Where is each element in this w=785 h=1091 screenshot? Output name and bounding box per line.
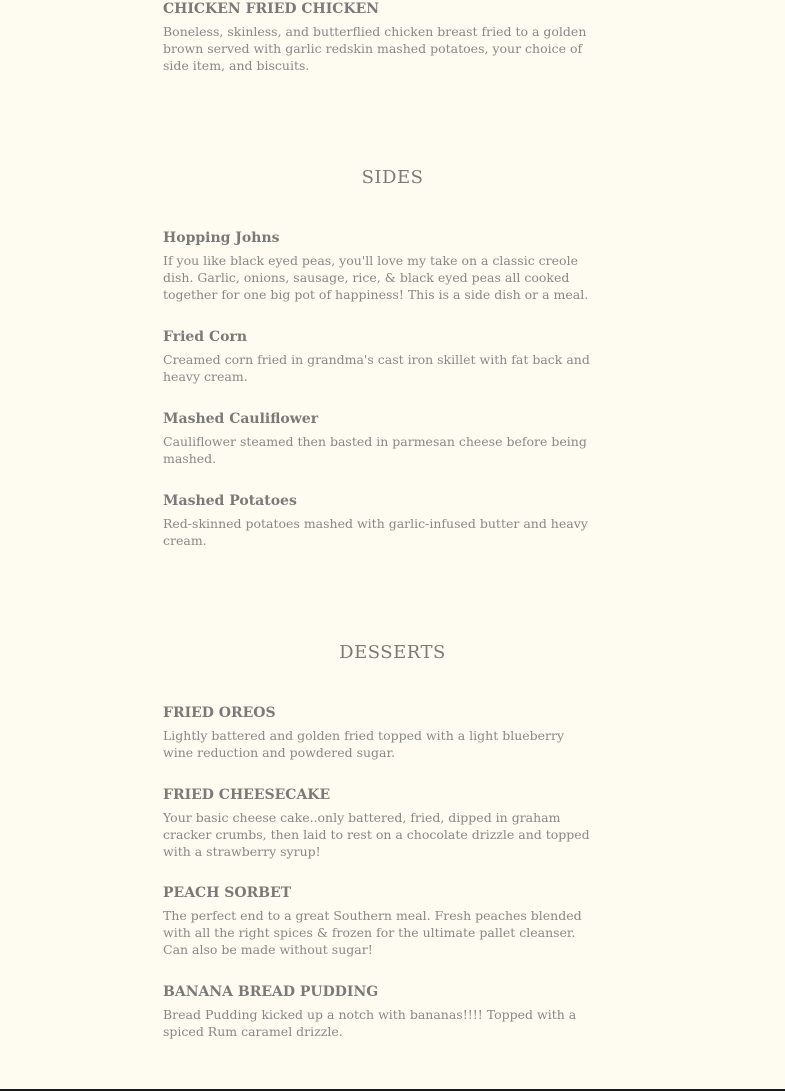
menu-item-hopping-johns <box>163 229 593 303</box>
menu-item-peach-sorbet <box>163 884 593 958</box>
menu-item-name: Mashed Potatoes <box>163 493 297 509</box>
menu-item-name: CHICKEN FRIED CHICKEN <box>163 1 380 17</box>
menu-item-description: Boneless, skinless, and butterflied chicken breast fried to a golden brown served with garlic redskin mashed potatoes, your choice of side item, and biscuits. <box>163 24 587 73</box>
menu-item-description: The perfect end to a great Southern meal. Fresh peaches blended with all the right spices & frozen for the ultimate pallet cleanser. Can also be made without sugar! <box>163 908 582 957</box>
sides-heading: SIDES <box>361 167 424 188</box>
menu-item-name: FRIED OREOS <box>163 705 276 721</box>
menu-item-description: Creamed corn fried in grandma's cast iron skillet with fat back and heavy cream. <box>163 352 590 384</box>
desserts-heading: DESSERTS <box>339 642 446 663</box>
menu-item-name: Hopping Johns <box>163 230 280 246</box>
menu-item-fried-cheesecake <box>163 786 593 860</box>
menu-item-name: Fried Corn <box>163 329 247 345</box>
menu-item-fried-corn <box>163 328 593 385</box>
menu-item-name: BANANA BREAD PUDDING <box>163 984 379 1000</box>
menu-item-mashed-potatoes <box>163 492 593 549</box>
menu-item-fried-oreos <box>163 704 593 761</box>
menu-item-name: PEACH SORBET <box>163 885 292 901</box>
menu-item-description: Bread Pudding kicked up a notch with bananas!!!! Topped with a spiced Rum caramel drizzle. <box>163 1007 577 1039</box>
menu-item-name: Mashed Cauliflower <box>163 411 319 427</box>
menu-item-chicken-fried-chicken <box>163 0 593 74</box>
menu-item-name: FRIED CHEESECAKE <box>163 787 331 803</box>
menu-item-description: Lightly battered and golden fried topped with a light blueberry wine reduction and powdered sugar. <box>163 728 565 760</box>
menu-item-mashed-cauliflower <box>163 410 593 467</box>
menu-item-description: Your basic cheese cake..only battered, fried, dipped in graham cracker crumbs, then laid to rest on a chocolate drizzle and topped with a strawberry syrup! <box>163 810 590 859</box>
menu-item-banana-bread-pudding <box>163 983 593 1040</box>
menu-item-description: If you like black eyed peas, you'll love my take on a classic creole dish. Garlic, onions, sausage, rice, & black eyed peas all cooked together for one big pot of happiness! This is a side dish or a meal. <box>163 253 589 302</box>
menu-item-description: Cauliflower steamed then basted in parmesan cheese before being mashed. <box>163 434 587 466</box>
menu-item-description: Red-skinned potatoes mashed with garlic-infused butter and heavy cream. <box>163 516 588 548</box>
